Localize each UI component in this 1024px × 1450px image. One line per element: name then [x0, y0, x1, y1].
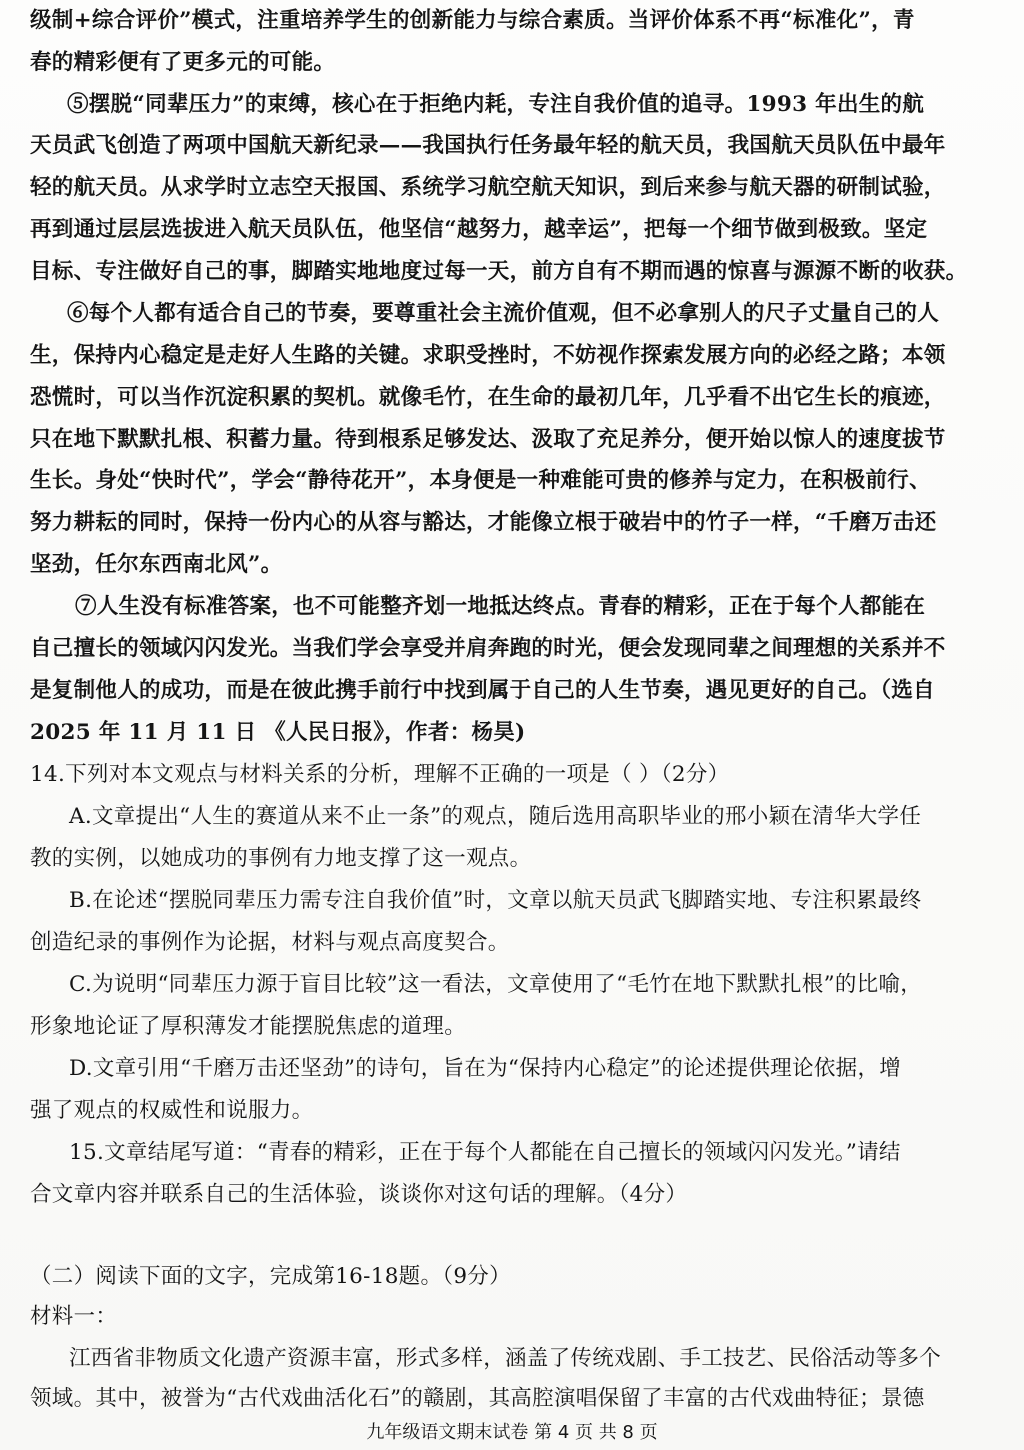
- line-01: 级制+综合评价”模式，注重培养学生的创新能力与综合素质。当评价体系不再“标准化”，青: [30, 8, 915, 33]
- question-15-stem-cont: 合文章内容并联系自己的生活体验，谈谈你对这句话的理解。（4分）: [30, 1182, 688, 1207]
- section-2-heading: （二）阅读下面的文字，完成第16-18题。（9分）: [30, 1264, 511, 1289]
- line-11: 只在地下默默扎根、积蓄力量。待到根系足够发达、汲取了充足养分，便开始以惊人的速度拔节: [30, 427, 946, 452]
- material-1-label: 材料一：: [30, 1304, 118, 1329]
- line-10: 恐慌时，可以当作沉淀积累的契机。就像毛竹，在生命的最初几年，几乎看不出它生长的痕迹，: [30, 385, 946, 410]
- question-14-option-b-cont: 创造纪录的事例作为论据，材料与观点高度契合。: [30, 930, 510, 955]
- question-14-option-b: B.在论述“摆脱同辈压力需专注自我价值”时，文章以航天员武飞脚踏实地、专注积累最终: [69, 888, 922, 913]
- line-18: 2025 年 11 月 11 日 《人民日报》，作者：杨昊): [30, 720, 526, 745]
- line-12: 生长。身处“快时代”，学会“静待花开”，本身便是一种难能可贵的修养与定力，在积极前行、: [30, 468, 931, 493]
- question-14-option-a: A.文章提出“人生的赛道从来不止一条”的观点，随后选用高职毕业的邢小颖在清华大学任: [69, 804, 922, 829]
- question-14-option-d-cont: 强了观点的权威性和说服力。: [30, 1098, 314, 1123]
- line-02: 春的精彩便有了更多元的可能。: [30, 50, 336, 75]
- material-1-line-2: 领域。其中，被誉为“古代戏曲活化石”的赣剧，其高腔演唱保留了丰富的古代戏曲特征；景德: [30, 1386, 925, 1411]
- page-footer: 九年级语文期末试卷 第 4 页 共 8 页: [366, 1422, 658, 1443]
- question-14-option-c-cont: 形象地论证了厚积薄发才能摆脱焦虑的道理。: [30, 1014, 467, 1039]
- question-15-stem: 15.文章结尾写道：“青春的精彩，正在于每个人都能在自己擅长的领域闪闪发光。”请结: [69, 1140, 901, 1165]
- question-14-option-c: C.为说明“同辈压力源于盲目比较”这一看法，文章使用了“毛竹在地下默默扎根”的比喻，: [69, 972, 923, 997]
- line-06: 再到通过层层选拔进入航天员队伍，他坚信“越努力，越幸运”，把每一个细节做到极致。坚定: [30, 217, 928, 242]
- material-1-line-1: 江西省非物质文化遗产资源丰富，形式多样，涵盖了传统戏剧、手工技艺、民俗活动等多个: [69, 1346, 942, 1371]
- line-16: 自己擅长的领域闪闪发光。当我们学会享受并肩奔跑的时光，便会发现同辈之间理想的关系并不: [30, 636, 946, 661]
- line-08: ⑥每个人都有适合自己的节奏，要尊重社会主流价值观，但不必拿别人的尺子丈量自己的人: [67, 301, 940, 326]
- line-03: ⑤摆脱“同辈压力”的束缚，核心在于拒绝内耗，专注自我价值的追寻。1993 年出生的航: [67, 92, 925, 117]
- line-07: 目标、专注做好自己的事，脚踏实地地度过每一天，前方自有不期而遇的惊喜与源源不断的收获。: [30, 259, 968, 284]
- line-14: 坚劲，任尔东西南北风”。: [30, 552, 283, 577]
- question-14-stem: 14.下列对本文观点与材料关系的分析，理解不正确的一项是（ ）（2分）: [30, 762, 730, 787]
- line-05: 轻的航天员。从求学时立志空天报国、系统学习航空航天知识，到后来参与航天器的研制试验，: [30, 175, 946, 200]
- question-14-option-d: D.文章引用“千磨万击还坚劲”的诗句，旨在为“保持内心稳定”的论述提供理论依据，增: [69, 1056, 902, 1081]
- line-13: 努力耕耘的同时，保持一份内心的从容与豁达，才能像立根于破岩中的竹子一样，“千磨万击还: [30, 510, 937, 535]
- line-17: 是复制他人的成功，而是在彼此携手前行中找到属于自己的人生节奏，遇见更好的自己。（选自: [30, 678, 935, 703]
- question-14-option-a-cont: 教的实例，以她成功的事例有力地支撑了这一观点。: [30, 846, 532, 871]
- line-09: 生，保持内心稳定是走好人生路的关键。求职受挫时，不妨视作探索发展方向的必经之路；本领: [30, 343, 946, 368]
- line-15: ⑦人生没有标准答案，也不可能整齐划一地抵达终点。青春的精彩，正在于每个人都能在: [75, 594, 926, 619]
- line-04: 天员武飞创造了两项中国航天新纪录——我国执行任务最年轻的航天员，我国航天员队伍中最年: [30, 133, 946, 158]
